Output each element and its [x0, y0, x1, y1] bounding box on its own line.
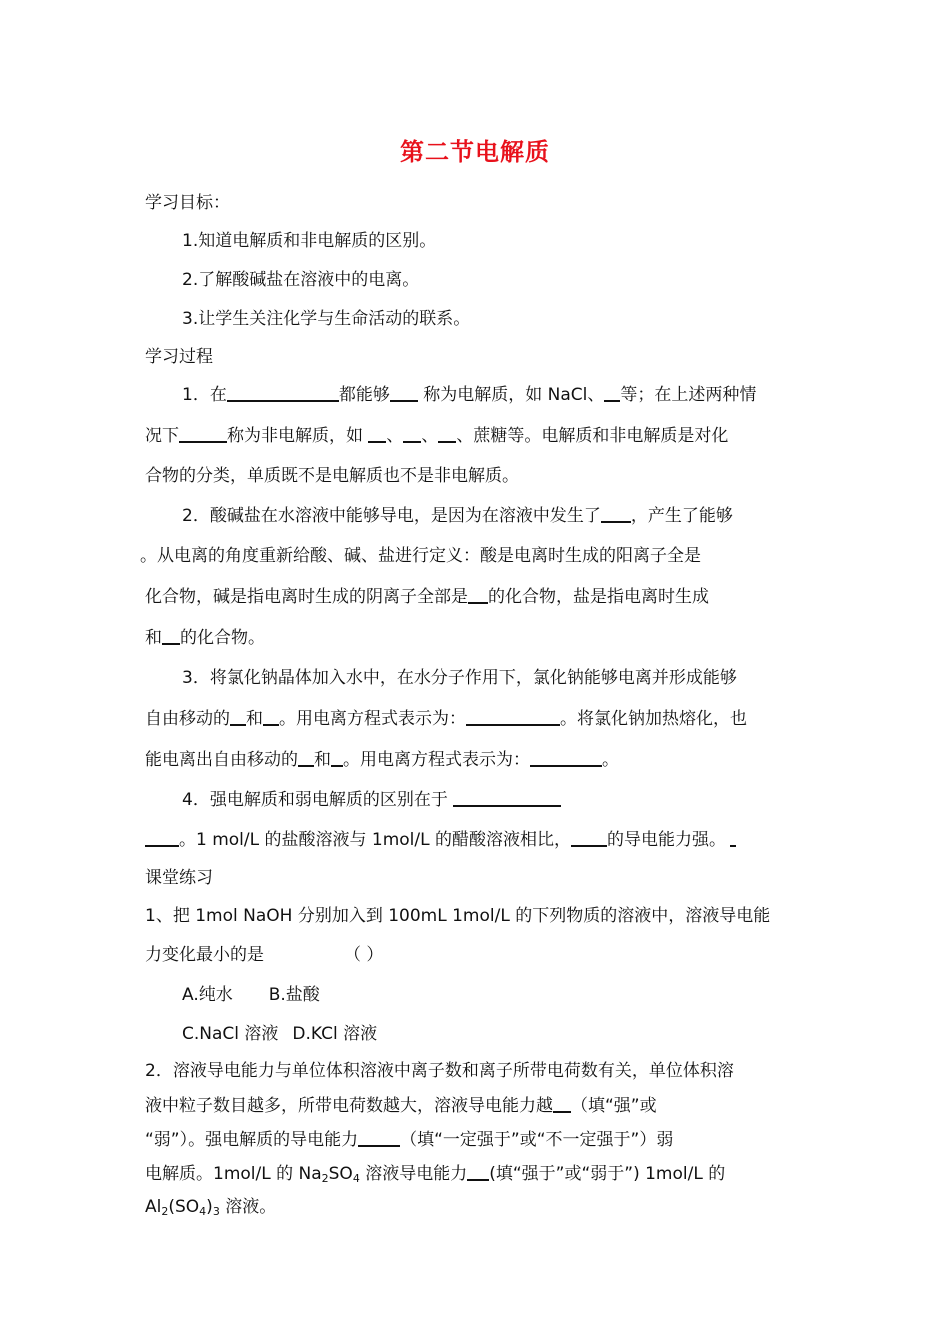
fill-blank	[331, 749, 343, 767]
text-span: 和	[314, 750, 331, 770]
fill-blank	[553, 1095, 571, 1113]
fill-blank	[438, 425, 456, 443]
text-span: 液中粒子数目越多，所带电荷数越大，溶液导电能力越	[145, 1096, 553, 1116]
p2-line4	[145, 1163, 725, 1185]
text-span: )	[206, 1197, 213, 1217]
text-span: 称为非电解质，如	[227, 426, 369, 446]
text-span: Al	[145, 1197, 162, 1217]
text-span: 和	[145, 628, 162, 648]
p1-line1: 1、把 1mol NaOH 分别加入到 100mL 1mol/L 的下列物质的溶液中，溶液导电能	[145, 906, 771, 926]
text-span: 1．在	[182, 385, 227, 405]
fill-blank	[298, 749, 314, 767]
fill-blank	[227, 384, 339, 402]
text-span: 溶液导电能力	[359, 1164, 468, 1184]
text-span: 的化合物，盐是指电离时生成	[488, 587, 709, 607]
text-span: ，产生了能够	[630, 506, 733, 526]
p2-line2	[145, 1095, 657, 1117]
fill-blank	[453, 789, 561, 807]
fill-blank	[162, 627, 180, 645]
text-span: 都能够	[338, 385, 390, 405]
subscript: 3	[212, 1205, 220, 1218]
p2-line5	[145, 1196, 276, 1218]
fill-blank	[530, 749, 602, 767]
fill-blank	[468, 586, 488, 604]
fill-blank	[467, 1163, 489, 1181]
text-span: 溶液。	[219, 1197, 277, 1217]
fill-blank	[730, 829, 736, 847]
q3-line1: 3．将氯化钠晶体加入水中，在水分子作用下，氯化钠能够电离并形成能够	[182, 668, 737, 688]
goal-item: 2.了解酸碱盐在溶液中的电离。	[182, 270, 420, 290]
text-span: 自由移动的	[145, 709, 230, 729]
fill-blank	[230, 708, 246, 726]
text-span: 2．酸碱盐在水溶液中能够导电，是因为在溶液中发生了	[182, 506, 601, 526]
text-span: “弱”）。强电解质的导电能力	[145, 1130, 359, 1150]
text-span: （填“一定强于”或“不一定强于”）弱	[400, 1130, 674, 1150]
text-span: 电解质。1mol/L 的 Na	[145, 1164, 322, 1184]
option-b: B.盐酸	[268, 985, 320, 1005]
answer-parentheses: （ ）	[344, 945, 384, 965]
fill-blank	[604, 384, 620, 402]
subscript: 2	[161, 1205, 169, 1218]
fill-blank	[263, 708, 279, 726]
text-span: 称为电解质，如 NaCl、	[423, 385, 605, 405]
q3-line3	[145, 749, 619, 771]
fill-blank	[571, 829, 607, 847]
q1-line1	[182, 384, 756, 406]
text-span: 。用电离方程式表示为：	[279, 709, 466, 729]
q4-line2	[145, 829, 736, 851]
text-span: 和	[246, 709, 263, 729]
text-span: 力变化最小的是	[145, 945, 264, 965]
option-a: A.纯水	[182, 985, 233, 1005]
text-span: 的导电能力强。	[607, 830, 727, 850]
p2-line3	[145, 1129, 673, 1151]
p1-line2	[145, 944, 383, 966]
fill-blank	[145, 829, 179, 847]
fill-blank	[358, 1129, 400, 1147]
q2-line1	[182, 505, 733, 527]
q1-line3: 合物的分类，单质既不是电解质也不是非电解质。	[145, 466, 519, 486]
fill-blank	[601, 505, 631, 523]
text-span: 。1 mol/L 的盐酸溶液与 1mol/L 的醋酸溶液相比，	[179, 830, 572, 850]
text-span: 4．强电解质和弱电解质的区别在于	[182, 790, 448, 810]
text-span: 能电离出自由移动的	[145, 750, 298, 770]
text-span: SO	[328, 1164, 353, 1184]
p2-line1: 2．溶液导电能力与单位体积溶液中离子数和离子所带电荷数有关，单位体积溶	[145, 1061, 734, 1081]
text-span: 。将氯化钠加热熔化，也	[560, 709, 747, 729]
text-span: 等；在上述两种情	[620, 385, 757, 405]
text-span: 况下	[145, 426, 179, 446]
option-c: C.NaCl 溶液	[182, 1024, 279, 1044]
goal-item: 3.让学生关注化学与生命活动的联系。	[182, 309, 471, 329]
fill-blank	[368, 425, 386, 443]
p1-options-cd	[182, 1023, 377, 1045]
goals-heading: 学习目标：	[145, 193, 230, 213]
page-title: 第二节电解质	[400, 138, 550, 166]
process-heading: 学习过程	[145, 347, 213, 367]
practice-heading: 课堂练习	[145, 868, 213, 888]
option-d: D.KCl 溶液	[292, 1024, 378, 1044]
q2-line3	[145, 586, 709, 608]
subscript: 2	[321, 1172, 329, 1185]
fill-blank	[466, 708, 560, 726]
subscript: 4	[352, 1172, 360, 1185]
text-span: （填“强”或	[571, 1096, 657, 1116]
text-span: 。	[602, 750, 619, 770]
text-span: 化合物，碱是指电离时生成的阴离子全部是	[145, 587, 468, 607]
q2-line2: 。从电离的角度重新给酸、碱、盐进行定义：酸是电离时生成的阳离子全是	[140, 546, 701, 566]
goal-item: 1.知道电解质和非电解质的区别。	[182, 231, 437, 251]
subscript: 4	[199, 1205, 207, 1218]
text-span: 。用电离方程式表示为：	[343, 750, 530, 770]
fill-blank	[390, 384, 418, 402]
q2-line4	[145, 627, 265, 649]
fill-blank	[179, 425, 227, 443]
p1-options-ab	[182, 984, 320, 1006]
q1-line2	[145, 425, 728, 447]
text-span: 、	[421, 426, 439, 446]
q4-line1	[182, 789, 561, 811]
q3-line2	[145, 708, 747, 730]
text-span: 、蔗糖等。电解质和非电解质是对化	[456, 426, 729, 446]
text-span: 的化合物。	[180, 628, 265, 648]
text-span: (SO	[168, 1197, 200, 1217]
fill-blank	[403, 425, 421, 443]
text-span: 、	[386, 426, 404, 446]
text-span: (填“强于”或“弱于”) 1mol/L 的	[489, 1164, 726, 1184]
